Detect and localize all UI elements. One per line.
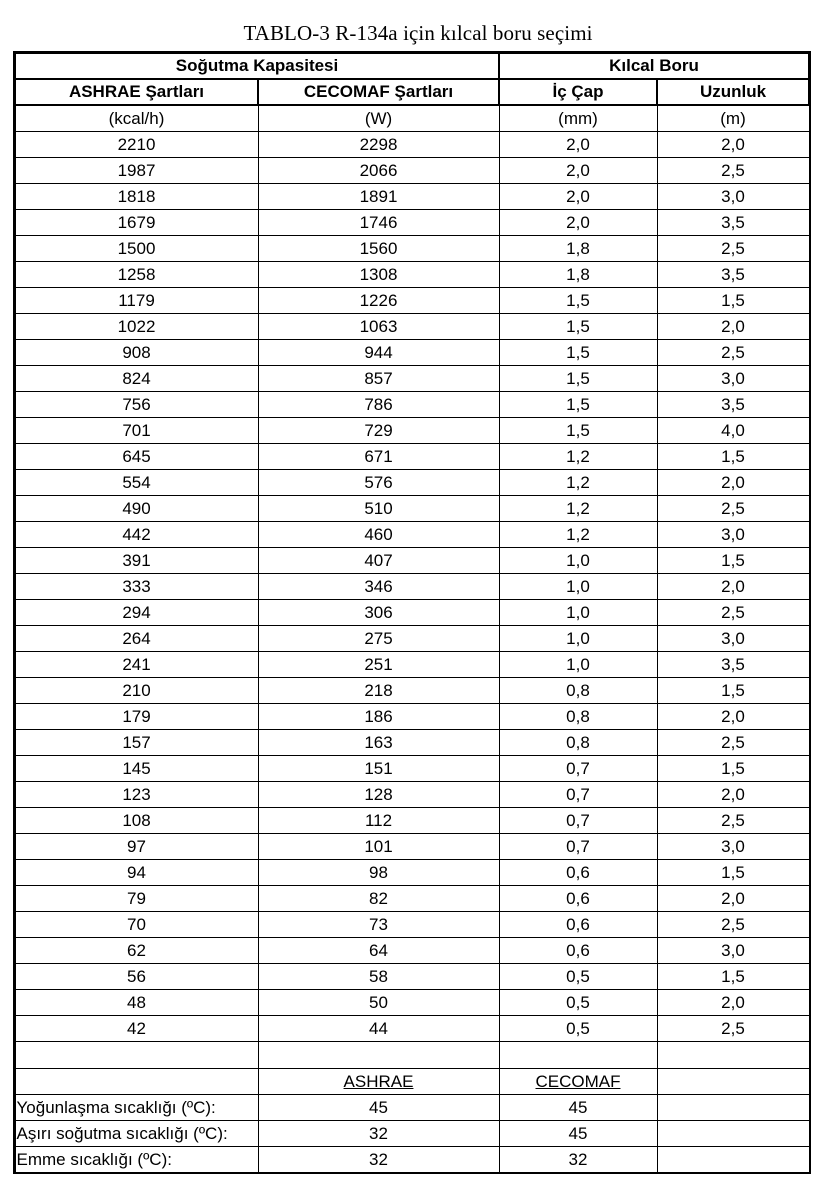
column-header-row <box>15 79 809 105</box>
cell-length: 1,5 <box>657 964 809 990</box>
table-row <box>15 938 809 964</box>
cell-ashrae-kcal: 1500 <box>15 236 258 262</box>
cell-cecomaf-w: 1891 <box>258 184 499 210</box>
cell-length: 1,5 <box>657 288 809 314</box>
cell-cecomaf-w: 251 <box>258 652 499 678</box>
column-header-length: Uzunluk <box>657 79 809 105</box>
cell-length: 3,5 <box>657 392 809 418</box>
cell-inner-diameter: 1,2 <box>499 496 657 522</box>
cell-inner-diameter: 0,5 <box>499 990 657 1016</box>
condition-cecomaf-value: 32 <box>499 1147 657 1173</box>
cell-ashrae-kcal: 554 <box>15 470 258 496</box>
cell-cecomaf-w: 346 <box>258 574 499 600</box>
table-row <box>15 626 809 652</box>
condition-row <box>15 1147 809 1173</box>
column-header-cecomaf: CECOMAF Şartları <box>258 79 499 105</box>
cell-ashrae-kcal: 179 <box>15 704 258 730</box>
cell-cecomaf-w: 128 <box>258 782 499 808</box>
cell-inner-diameter: 1,2 <box>499 470 657 496</box>
cell-ashrae-kcal: 333 <box>15 574 258 600</box>
cell-cecomaf-w: 2298 <box>258 132 499 158</box>
cell-ashrae-kcal: 79 <box>15 886 258 912</box>
cell-ashrae-kcal: 442 <box>15 522 258 548</box>
capillary-selection-table <box>14 52 810 1173</box>
table-row <box>15 314 809 340</box>
table-row <box>15 886 809 912</box>
table-row <box>15 132 809 158</box>
conditions-header-row <box>15 1069 809 1095</box>
cell-length: 2,5 <box>657 236 809 262</box>
cell-cecomaf-w: 1226 <box>258 288 499 314</box>
table-row <box>15 912 809 938</box>
cell-length: 2,5 <box>657 600 809 626</box>
condition-label: Yoğunlaşma sıcaklığı (ºC): <box>15 1095 258 1121</box>
cell-cecomaf-w: 73 <box>258 912 499 938</box>
table-row <box>15 704 809 730</box>
table-row <box>15 756 809 782</box>
cell-ashrae-kcal: 756 <box>15 392 258 418</box>
table-row <box>15 548 809 574</box>
cell-inner-diameter: 0,6 <box>499 912 657 938</box>
cell-cecomaf-w: 112 <box>258 808 499 834</box>
table-row <box>15 366 809 392</box>
table-row <box>15 158 809 184</box>
cell-ashrae-kcal: 701 <box>15 418 258 444</box>
cell-ashrae-kcal: 1818 <box>15 184 258 210</box>
page-title: TABLO-3 R-134a için kılcal boru seçimi <box>243 21 593 45</box>
cell-length: 2,0 <box>657 132 809 158</box>
group-header-capillary: Kılcal Boru <box>499 53 809 79</box>
table-row <box>15 1016 809 1042</box>
cell-length: 3,0 <box>657 938 809 964</box>
condition-ashrae-value: 45 <box>258 1095 499 1121</box>
cell-length: 3,0 <box>657 184 809 210</box>
table-row <box>15 210 809 236</box>
cell-length: 2,5 <box>657 730 809 756</box>
cell-cecomaf-w: 275 <box>258 626 499 652</box>
cell-inner-diameter: 0,7 <box>499 756 657 782</box>
cell-cecomaf-w: 671 <box>258 444 499 470</box>
table-row <box>15 418 809 444</box>
cell-ashrae-kcal: 824 <box>15 366 258 392</box>
cell-ashrae-kcal: 108 <box>15 808 258 834</box>
cell-cecomaf-w: 101 <box>258 834 499 860</box>
cell-cecomaf-w: 1063 <box>258 314 499 340</box>
cell-inner-diameter: 1,8 <box>499 236 657 262</box>
cell-length: 2,5 <box>657 158 809 184</box>
table-row <box>15 288 809 314</box>
cell-length: 1,5 <box>657 860 809 886</box>
cell-length: 2,5 <box>657 496 809 522</box>
cell-ashrae-kcal: 42 <box>15 1016 258 1042</box>
cell-inner-diameter: 1,5 <box>499 392 657 418</box>
table-row <box>15 808 809 834</box>
cell-length: 3,5 <box>657 652 809 678</box>
table-row <box>15 782 809 808</box>
table-row <box>15 444 809 470</box>
cell-inner-diameter: 1,0 <box>499 626 657 652</box>
cell-ashrae-kcal: 2210 <box>15 132 258 158</box>
cell-cecomaf-w: 58 <box>258 964 499 990</box>
cell-cecomaf-w: 163 <box>258 730 499 756</box>
cell-inner-diameter: 1,5 <box>499 418 657 444</box>
table-row <box>15 652 809 678</box>
cell-cecomaf-w: 510 <box>258 496 499 522</box>
column-header-ashrae: ASHRAE Şartları <box>15 79 258 105</box>
cell-length: 1,5 <box>657 756 809 782</box>
cell-length: 3,5 <box>657 210 809 236</box>
table-row <box>15 834 809 860</box>
cell-inner-diameter: 0,7 <box>499 834 657 860</box>
table-row <box>15 236 809 262</box>
cell-cecomaf-w: 44 <box>258 1016 499 1042</box>
condition-ashrae-value: 32 <box>258 1147 499 1173</box>
cell-ashrae-kcal: 1258 <box>15 262 258 288</box>
table-row <box>15 522 809 548</box>
table-row <box>15 184 809 210</box>
cell-inner-diameter: 1,0 <box>499 574 657 600</box>
cell-length: 4,0 <box>657 418 809 444</box>
cell-inner-diameter: 0,6 <box>499 886 657 912</box>
condition-row <box>15 1095 809 1121</box>
cell-length: 2,0 <box>657 886 809 912</box>
cell-cecomaf-w: 151 <box>258 756 499 782</box>
cell-inner-diameter: 0,5 <box>499 964 657 990</box>
table-row <box>15 678 809 704</box>
cell-length: 2,0 <box>657 990 809 1016</box>
condition-label: Aşırı soğutma sıcaklığı (ºC): <box>15 1121 258 1147</box>
unit-row <box>15 105 809 132</box>
cell-cecomaf-w: 50 <box>258 990 499 1016</box>
cell-inner-diameter: 0,7 <box>499 782 657 808</box>
unit-ashrae: (kcal/h) <box>15 105 258 132</box>
condition-ashrae-value: 32 <box>258 1121 499 1147</box>
cell-length: 1,5 <box>657 678 809 704</box>
cell-ashrae-kcal: 294 <box>15 600 258 626</box>
cell-ashrae-kcal: 97 <box>15 834 258 860</box>
cell-ashrae-kcal: 70 <box>15 912 258 938</box>
cell-length: 2,0 <box>657 314 809 340</box>
cell-length: 1,5 <box>657 444 809 470</box>
cell-inner-diameter: 2,0 <box>499 184 657 210</box>
cell-length: 2,0 <box>657 470 809 496</box>
cell-ashrae-kcal: 391 <box>15 548 258 574</box>
cell-inner-diameter: 0,7 <box>499 808 657 834</box>
cell-length: 2,0 <box>657 574 809 600</box>
table-row <box>15 340 809 366</box>
cell-ashrae-kcal: 94 <box>15 860 258 886</box>
cell-inner-diameter: 0,8 <box>499 678 657 704</box>
cell-inner-diameter: 1,5 <box>499 288 657 314</box>
cell-cecomaf-w: 2066 <box>258 158 499 184</box>
cell-ashrae-kcal: 56 <box>15 964 258 990</box>
cell-length: 3,0 <box>657 626 809 652</box>
cell-cecomaf-w: 218 <box>258 678 499 704</box>
blank-row <box>15 1042 809 1069</box>
cell-cecomaf-w: 1746 <box>258 210 499 236</box>
table-row <box>15 470 809 496</box>
cell-cecomaf-w: 729 <box>258 418 499 444</box>
cell-cecomaf-w: 306 <box>258 600 499 626</box>
cell-ashrae-kcal: 908 <box>15 340 258 366</box>
cell-cecomaf-w: 786 <box>258 392 499 418</box>
cell-inner-diameter: 2,0 <box>499 158 657 184</box>
unit-length: (m) <box>657 105 809 132</box>
cell-inner-diameter: 1,0 <box>499 600 657 626</box>
cell-inner-diameter: 1,5 <box>499 314 657 340</box>
cell-inner-diameter: 1,0 <box>499 652 657 678</box>
table-row <box>15 730 809 756</box>
cell-inner-diameter: 1,5 <box>499 366 657 392</box>
table-row <box>15 860 809 886</box>
cell-inner-diameter: 0,6 <box>499 938 657 964</box>
unit-inner-diameter: (mm) <box>499 105 657 132</box>
cell-ashrae-kcal: 123 <box>15 782 258 808</box>
cell-cecomaf-w: 1308 <box>258 262 499 288</box>
table-row <box>15 496 809 522</box>
cell-ashrae-kcal: 645 <box>15 444 258 470</box>
cell-ashrae-kcal: 264 <box>15 626 258 652</box>
cell-ashrae-kcal: 1179 <box>15 288 258 314</box>
table-row <box>15 600 809 626</box>
cell-ashrae-kcal: 490 <box>15 496 258 522</box>
cell-inner-diameter: 1,5 <box>499 340 657 366</box>
cell-ashrae-kcal: 1022 <box>15 314 258 340</box>
cell-ashrae-kcal: 157 <box>15 730 258 756</box>
table-row <box>15 964 809 990</box>
cell-cecomaf-w: 1560 <box>258 236 499 262</box>
cell-length: 3,0 <box>657 522 809 548</box>
cell-cecomaf-w: 460 <box>258 522 499 548</box>
cell-length: 2,5 <box>657 808 809 834</box>
cell-length: 1,5 <box>657 548 809 574</box>
cell-ashrae-kcal: 210 <box>15 678 258 704</box>
column-header-inner-diameter: İç Çap <box>499 79 657 105</box>
cell-cecomaf-w: 82 <box>258 886 499 912</box>
cell-ashrae-kcal: 1987 <box>15 158 258 184</box>
cell-ashrae-kcal: 145 <box>15 756 258 782</box>
cell-inner-diameter: 1,8 <box>499 262 657 288</box>
cell-cecomaf-w: 944 <box>258 340 499 366</box>
cell-inner-diameter: 2,0 <box>499 132 657 158</box>
cell-cecomaf-w: 576 <box>258 470 499 496</box>
cell-length: 2,0 <box>657 782 809 808</box>
cell-length: 3,5 <box>657 262 809 288</box>
cell-inner-diameter: 1,2 <box>499 522 657 548</box>
condition-label: Emme sıcaklığı (ºC): <box>15 1147 258 1173</box>
cell-ashrae-kcal: 241 <box>15 652 258 678</box>
cell-cecomaf-w: 64 <box>258 938 499 964</box>
cell-inner-diameter: 1,0 <box>499 548 657 574</box>
group-header-row <box>15 53 809 79</box>
cell-cecomaf-w: 98 <box>258 860 499 886</box>
cell-inner-diameter: 0,5 <box>499 1016 657 1042</box>
cell-inner-diameter: 0,8 <box>499 730 657 756</box>
cell-length: 3,0 <box>657 834 809 860</box>
cell-ashrae-kcal: 48 <box>15 990 258 1016</box>
cell-length: 2,5 <box>657 1016 809 1042</box>
cell-cecomaf-w: 857 <box>258 366 499 392</box>
cell-length: 3,0 <box>657 366 809 392</box>
condition-row <box>15 1121 809 1147</box>
cell-ashrae-kcal: 62 <box>15 938 258 964</box>
table-row <box>15 990 809 1016</box>
cell-inner-diameter: 0,8 <box>499 704 657 730</box>
cell-length: 2,5 <box>657 340 809 366</box>
group-header-capacity: Soğutma Kapasitesi <box>15 53 499 79</box>
cell-cecomaf-w: 407 <box>258 548 499 574</box>
cell-length: 2,5 <box>657 912 809 938</box>
cell-inner-diameter: 0,6 <box>499 860 657 886</box>
condition-cecomaf-value: 45 <box>499 1095 657 1121</box>
cell-inner-diameter: 1,2 <box>499 444 657 470</box>
cell-inner-diameter: 2,0 <box>499 210 657 236</box>
unit-cecomaf: (W) <box>258 105 499 132</box>
cell-cecomaf-w: 186 <box>258 704 499 730</box>
table-row <box>15 574 809 600</box>
cell-ashrae-kcal: 1679 <box>15 210 258 236</box>
conditions-cecomaf-label: CECOMAF <box>499 1069 657 1095</box>
condition-cecomaf-value: 45 <box>499 1121 657 1147</box>
table-row <box>15 262 809 288</box>
conditions-ashrae-label: ASHRAE <box>258 1069 499 1095</box>
cell-length: 2,0 <box>657 704 809 730</box>
table-row <box>15 392 809 418</box>
